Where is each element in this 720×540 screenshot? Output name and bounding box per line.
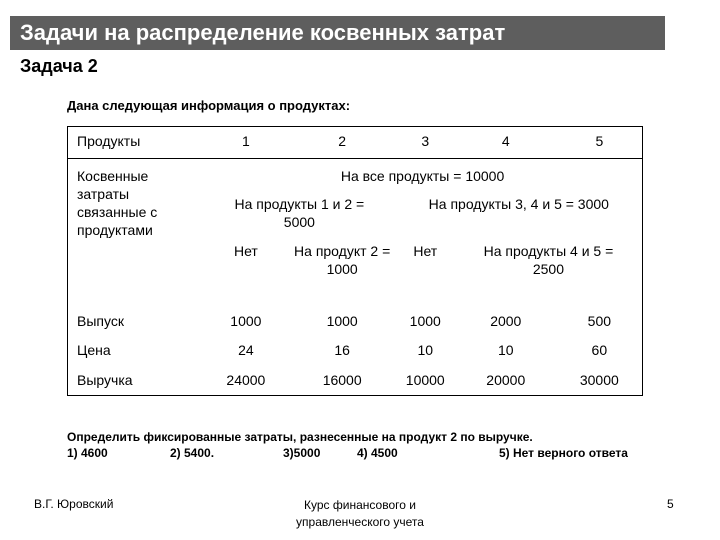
indirect-products-4-5: На продукты 4 и 5 = 2500 (483, 243, 614, 278)
header-product-4: 4 (455, 127, 557, 159)
header-products-label: Продукты (68, 127, 204, 159)
table-row-revenue (68, 364, 643, 395)
task-title: Задача 2 (20, 56, 98, 76)
output-product-3: 1000 (409, 313, 441, 330)
header-product-2: 2 (289, 127, 396, 159)
answer-option-3: 3)5000 (283, 446, 321, 460)
answer-option-5: 5) Нет верного ответа (499, 446, 628, 460)
header-product-5: 5 (557, 127, 643, 159)
output-product-1: 1000 (230, 313, 262, 330)
products-table (67, 126, 643, 396)
indirect-product-2: На продукт 2 = 1000 (294, 243, 391, 278)
price-product-4: 10 (497, 342, 514, 358)
page-number: 5 (667, 497, 674, 511)
indirect-products-3-4-5: На продукты 3, 4 и 5 = 3000 (428, 196, 609, 213)
intro-text: Дана следующая информация о продуктах: (67, 98, 351, 113)
footer-author: В.Г. Юровский (34, 497, 114, 511)
answer-option-1: 1) 4600 (67, 446, 108, 460)
output-product-5: 500 (587, 313, 612, 330)
revenue-product-3: 10000 (405, 371, 445, 388)
answer-option-4: 4) 4500 (357, 446, 398, 460)
indirect-row-all (68, 158, 643, 193)
revenue-product-1: 24000 (226, 371, 266, 388)
question-text: Определить фиксированные затраты, разнесенные на продукт 2 по выручке. (67, 430, 533, 444)
row-label: Выручка (77, 371, 133, 388)
price-product-1: 24 (238, 342, 254, 358)
table-row-price (68, 336, 643, 365)
revenue-product-4: 20000 (486, 371, 526, 388)
price-product-3: 10 (417, 342, 434, 358)
price-product-2: 16 (334, 342, 350, 358)
answer-options (67, 446, 653, 462)
table-header-row (68, 127, 643, 159)
row-label: Выпуск (77, 313, 124, 330)
table-row-output (68, 307, 643, 336)
output-product-4: 2000 (490, 313, 522, 330)
footer-course: Курс финансового и управленческого учета (296, 498, 424, 529)
answer-option-2: 2) 5400. (170, 446, 215, 460)
indirect-product-1: Нет (233, 243, 258, 260)
indirect-product-3: Нет (413, 243, 438, 260)
header-product-3: 3 (396, 127, 455, 159)
revenue-product-5: 30000 (579, 371, 619, 388)
revenue-product-2: 16000 (322, 371, 362, 388)
output-product-2: 1000 (326, 313, 358, 330)
row-label: Цена (77, 342, 111, 358)
header-product-1: 1 (203, 127, 289, 159)
indirect-costs-label: Косвенные затраты связанные с продуктами (77, 167, 158, 239)
slide-title: Задачи на распределение косвенных затрат (10, 16, 665, 50)
indirect-all-products: На все продукты = 10000 (340, 167, 505, 184)
price-product-5: 60 (591, 342, 608, 358)
indirect-products-1-2: На продукты 1 и 2 = 5000 (234, 196, 365, 231)
